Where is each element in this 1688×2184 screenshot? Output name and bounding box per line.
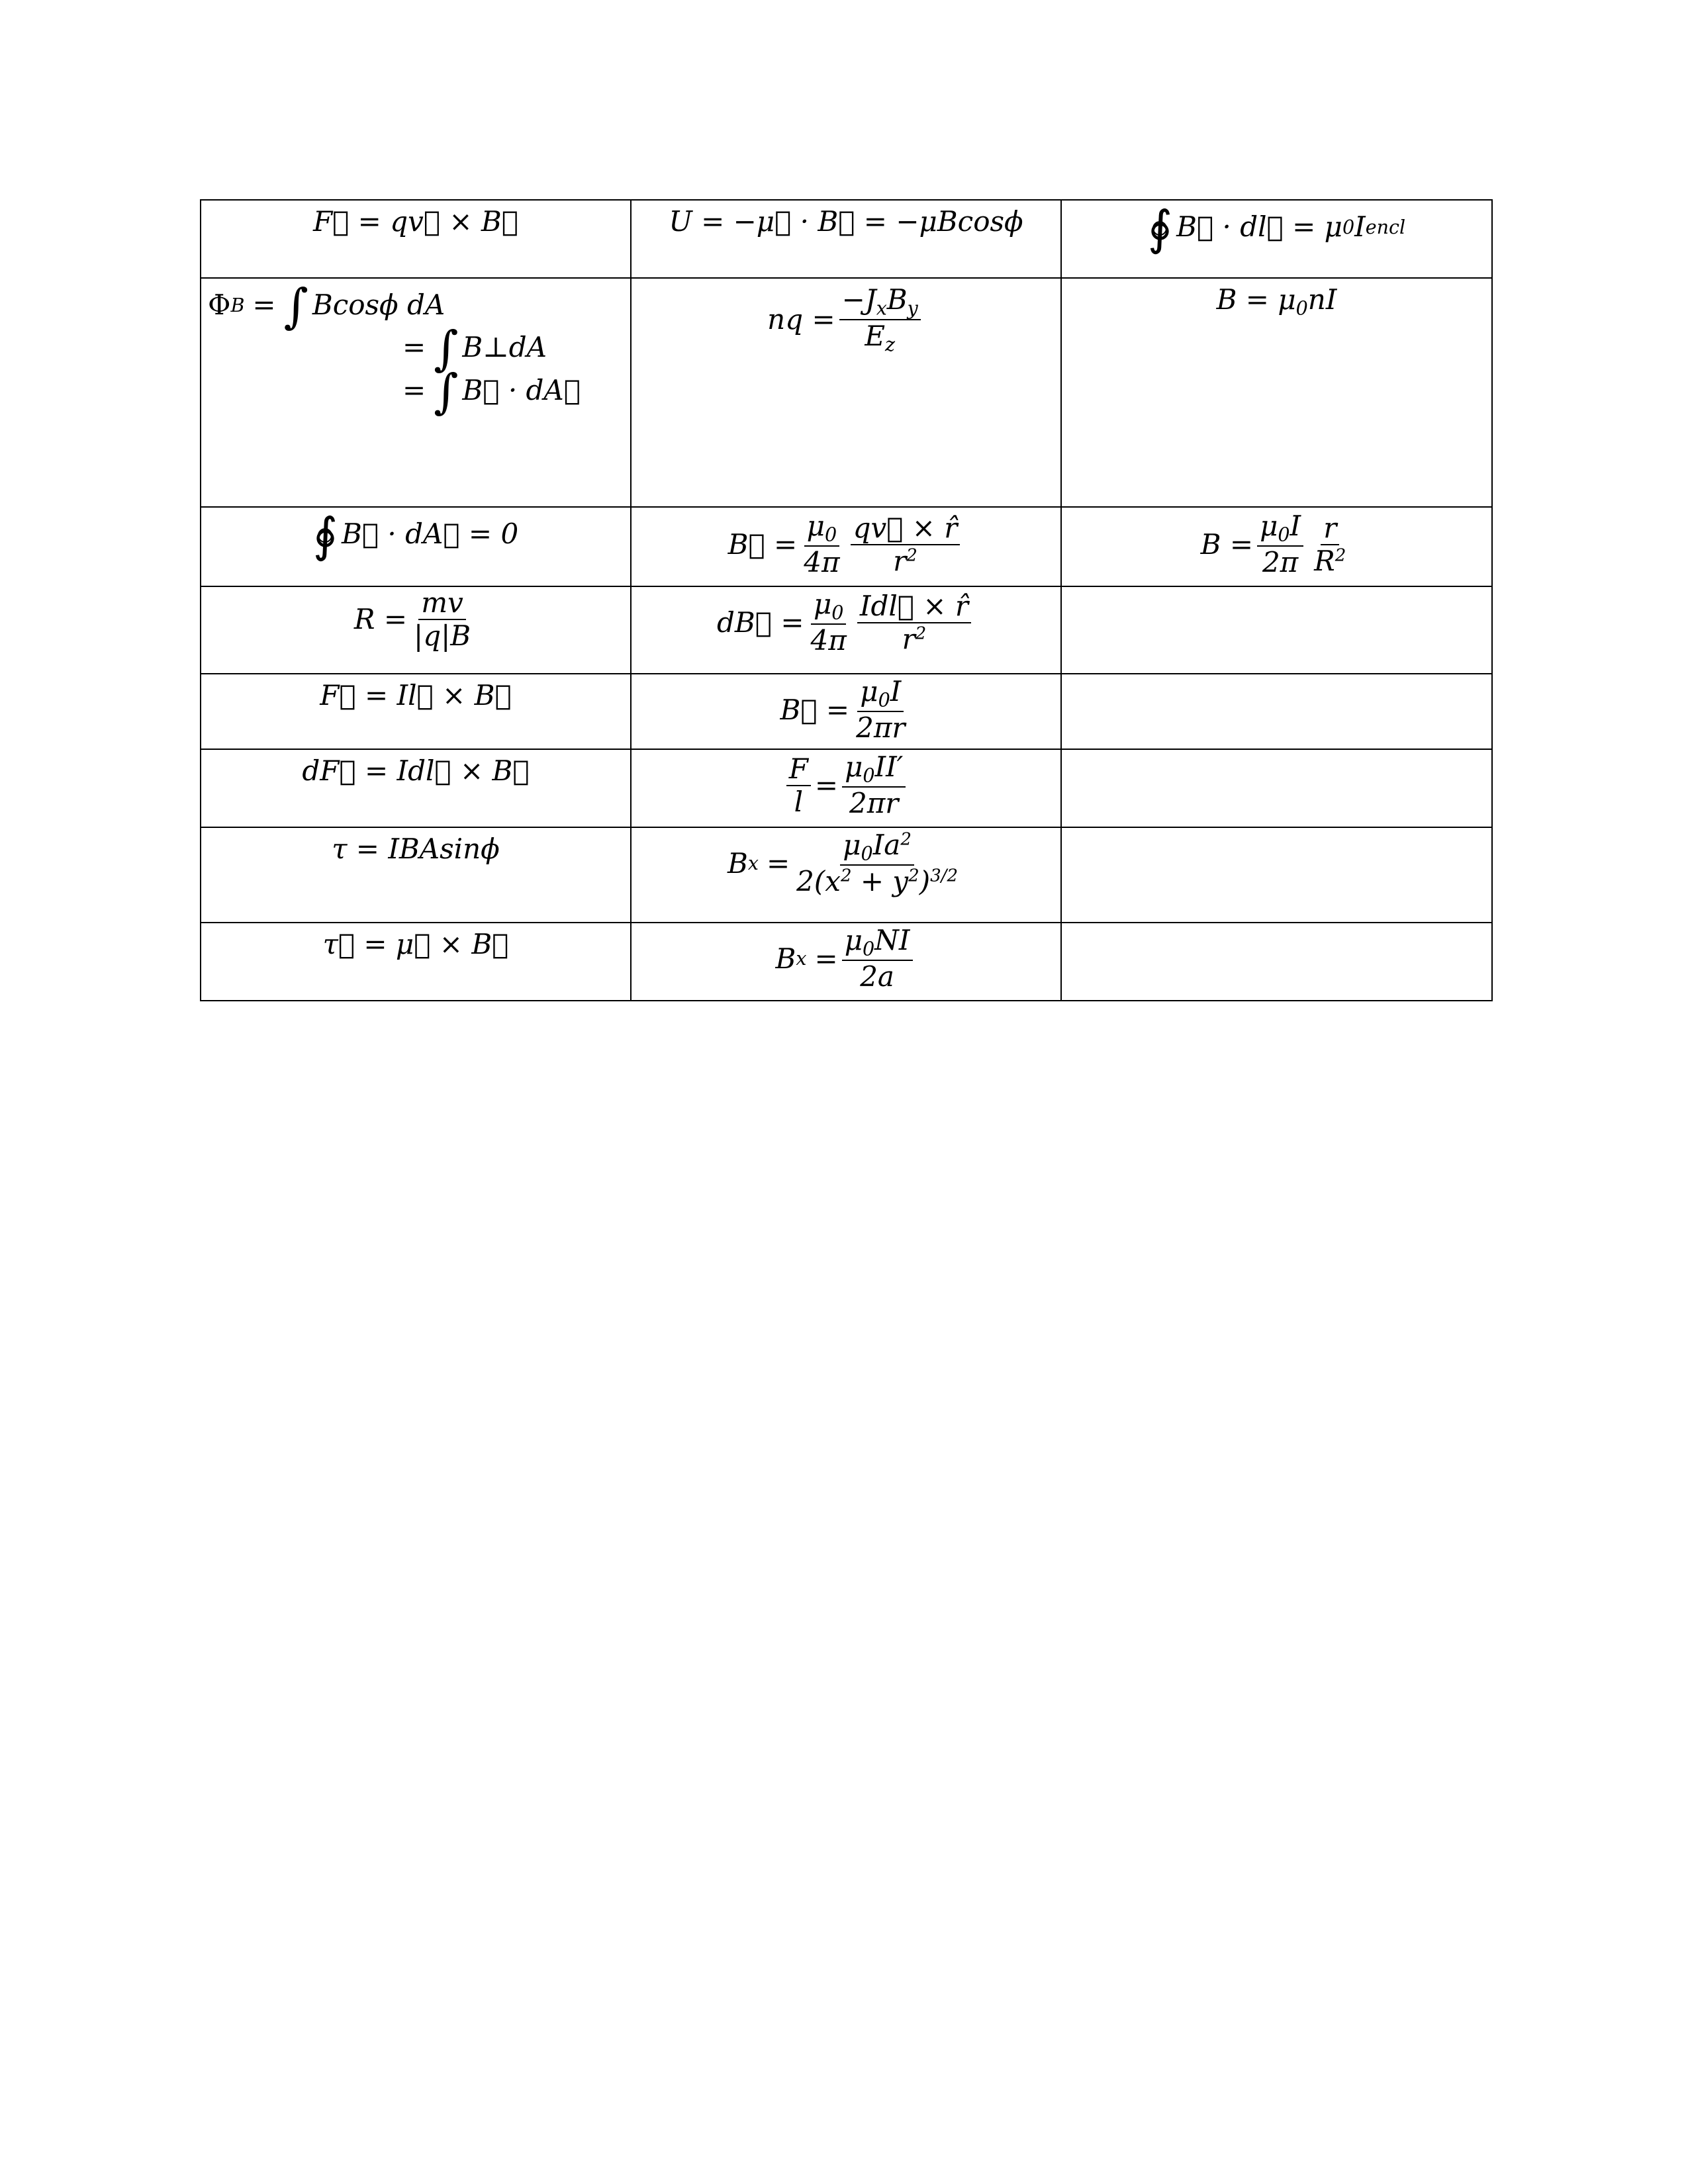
equation-line — [402, 321, 547, 377]
table-row — [201, 278, 1492, 507]
numerator-text: μ — [844, 924, 863, 956]
denominator: 2πr — [856, 711, 906, 745]
denominator: 2π — [1262, 546, 1299, 579]
numerator-text: μ — [845, 751, 863, 783]
denominator — [794, 866, 961, 897]
equation — [782, 751, 910, 820]
equals-sign: = — [814, 768, 839, 801]
subscript: 0 — [1278, 523, 1290, 546]
fraction — [853, 676, 908, 745]
denominator-text: r — [902, 622, 915, 655]
numerator — [839, 284, 921, 320]
cell-torque-vector — [201, 923, 631, 1001]
equation-lhs: nq = — [767, 303, 835, 336]
table-row — [201, 200, 1492, 278]
superscript: 2 — [1335, 545, 1346, 566]
cell-biot-savart — [631, 586, 1061, 674]
cell-wire-segment-force — [201, 749, 631, 827]
fraction — [1311, 512, 1348, 578]
equation-text: τ = IBAsinϕ — [332, 833, 500, 865]
formula-table — [200, 199, 1493, 1001]
numerator — [804, 510, 839, 547]
equation-text: F⃗ = Il⃗ × B⃗ — [320, 679, 512, 711]
equation-lhs: R = — [353, 603, 408, 636]
numerator — [842, 751, 906, 788]
cell-lorentz-force — [201, 200, 631, 278]
subscript: 0 — [824, 523, 837, 546]
equation-text: I — [1354, 210, 1366, 243]
table-row — [201, 827, 1492, 923]
equals-sign: = — [766, 846, 790, 880]
subscript: B — [230, 293, 245, 316]
empty-cell — [1061, 749, 1492, 827]
denominator — [890, 545, 920, 577]
integral-symbol: ∫ — [434, 363, 459, 419]
superscript: 2 — [840, 866, 852, 887]
denominator: 4π — [804, 546, 840, 579]
numerator-text: B — [886, 283, 908, 316]
subscript: 0 — [1342, 215, 1355, 238]
denominator: |q|B — [414, 619, 471, 653]
fraction — [839, 284, 921, 356]
equation-lhs: B⃗ = — [727, 527, 798, 561]
equation-text: Bcosϕ dA — [312, 288, 445, 321]
cell-wire-force — [201, 674, 631, 749]
numerator-text: NI — [874, 924, 910, 956]
subscript: 0 — [831, 601, 844, 624]
equation-text: B⃗ · dl⃗ = μ — [1176, 210, 1342, 243]
flux-symbol: Φ — [208, 288, 231, 321]
equation-lhs: B⃗ = — [780, 693, 850, 726]
integral-symbol: ∫ — [283, 279, 308, 334]
equation-text: dF⃗ = Idl⃗ × B⃗ — [302, 754, 530, 787]
table-row — [201, 586, 1492, 674]
contour-integral-symbol: ∮ — [312, 508, 338, 563]
equation-text: B⃗ · dA⃗ — [462, 373, 581, 406]
denominator: l — [794, 785, 804, 818]
denominator-text: + y — [851, 865, 909, 898]
empty-cell — [1061, 923, 1492, 1001]
fraction — [842, 751, 906, 820]
empty-cell — [1061, 586, 1492, 674]
table-row — [201, 507, 1492, 586]
superscript: 2 — [900, 829, 912, 850]
numerator — [1257, 510, 1303, 547]
empty-cell — [1061, 674, 1492, 749]
equation-text: B⃗ · dA⃗ = 0 — [342, 517, 519, 550]
cell-point-charge-field — [631, 507, 1061, 586]
denominator: 4π — [810, 624, 847, 657]
cell-dipole-energy — [631, 200, 1061, 278]
equation-text: F⃗ = qv⃗ × B⃗ — [312, 205, 519, 238]
numerator: qv⃗ × r̂ — [851, 512, 961, 545]
equation — [780, 676, 912, 745]
table-row — [201, 749, 1492, 827]
numerator-text: μ — [843, 829, 861, 861]
fraction — [1257, 510, 1303, 579]
denominator-text: E — [865, 320, 886, 353]
subscript: x — [747, 852, 759, 875]
fraction — [411, 587, 473, 653]
cell-loop-axis-field — [631, 827, 1061, 923]
equation-line — [208, 279, 445, 334]
equation — [354, 587, 477, 653]
equation-lhs: dB⃗ = — [717, 606, 804, 639]
subscript: 0 — [861, 842, 873, 865]
subscript: 0 — [878, 688, 890, 711]
superscript: 2 — [908, 866, 919, 887]
denominator-text: R — [1314, 544, 1335, 577]
fraction — [808, 588, 849, 657]
cell-wire-interior-field — [1061, 507, 1492, 586]
subscript: 0 — [863, 764, 875, 787]
contour-integral-symbol: ∮ — [1147, 201, 1173, 256]
equation-text: U = −μ⃗ · B⃗ = −μBcosϕ — [669, 205, 1023, 238]
equation — [776, 925, 917, 993]
table-row — [201, 674, 1492, 749]
numerator — [842, 925, 913, 961]
fraction — [794, 829, 961, 898]
denominator-text: ) — [919, 865, 931, 898]
equation-text: τ⃗ = μ⃗ × B⃗ — [322, 928, 509, 960]
superscript: 2 — [906, 545, 917, 566]
equation-text: nI — [1307, 283, 1337, 316]
cell-coil-center-field — [631, 923, 1061, 1001]
denominator — [862, 320, 898, 355]
cell-magnetic-flux — [201, 278, 631, 507]
subscript: encl — [1365, 215, 1406, 238]
fraction — [786, 753, 811, 819]
equation — [767, 284, 925, 356]
fraction — [801, 510, 842, 579]
equation-text: B⊥dA — [462, 331, 547, 364]
equals-sign: = — [814, 942, 838, 975]
equation-lhs: B = — [1200, 527, 1254, 561]
numerator-text: μ — [813, 588, 832, 620]
equation-lhs: B — [727, 846, 748, 880]
cell-ampere-law — [1061, 200, 1492, 278]
equation — [727, 829, 964, 898]
cell-loop-torque — [201, 827, 631, 923]
numerator: mv — [418, 587, 466, 620]
table-row — [201, 923, 1492, 1001]
numerator-text: I — [890, 675, 902, 707]
equation — [728, 510, 964, 579]
denominator — [900, 623, 929, 655]
numerator-text: μ — [806, 510, 825, 542]
superscript: 3/2 — [930, 866, 959, 887]
fraction — [842, 925, 913, 993]
subscript: y — [907, 296, 918, 320]
numerator — [857, 676, 904, 712]
denominator: 2πr — [849, 787, 899, 820]
numerator — [811, 588, 846, 625]
equals-sign: = — [402, 373, 426, 406]
numerator: r — [1321, 512, 1339, 545]
empty-cell — [1061, 827, 1492, 923]
numerator-text: μ — [1260, 510, 1278, 542]
integral-symbol: ∫ — [434, 321, 459, 377]
numerator-text: I — [1289, 510, 1301, 542]
denominator-text: r — [893, 544, 907, 577]
equals-sign: = — [252, 288, 276, 321]
fraction — [851, 512, 961, 578]
denominator — [1311, 545, 1348, 577]
cell-long-wire-field — [631, 674, 1061, 749]
numerator-text: II′ — [874, 751, 904, 783]
equation-line — [402, 363, 581, 419]
numerator-text: Ia — [872, 829, 901, 861]
cell-gauss-magnetism — [201, 507, 631, 586]
numerator-text: −J — [841, 283, 876, 316]
subscript: x — [796, 947, 807, 970]
subscript: z — [885, 333, 896, 356]
equation — [1201, 510, 1353, 579]
cell-cyclotron-radius — [201, 586, 631, 674]
cell-solenoid-field — [1061, 278, 1492, 507]
equation-text: B = μ — [1216, 283, 1296, 316]
subscript: 0 — [1295, 296, 1308, 320]
subscript: x — [876, 296, 887, 320]
numerator: Idl⃗ × r̂ — [857, 590, 971, 623]
flux-equation-stack — [208, 279, 624, 419]
numerator: F — [786, 753, 811, 786]
superscript: 2 — [915, 623, 927, 644]
fraction — [857, 590, 971, 656]
numerator-text: μ — [860, 675, 878, 707]
denominator: 2a — [860, 960, 894, 993]
denominator-text: 2(x — [796, 865, 841, 898]
equation — [1147, 201, 1406, 256]
cell-hall-effect — [631, 278, 1061, 507]
equals-sign: = — [402, 331, 426, 364]
equation — [717, 588, 975, 657]
numerator — [840, 829, 914, 866]
cell-parallel-wires-force — [631, 749, 1061, 827]
subscript: 0 — [862, 937, 875, 960]
equation-lhs: B — [775, 942, 796, 975]
equation — [312, 508, 519, 563]
